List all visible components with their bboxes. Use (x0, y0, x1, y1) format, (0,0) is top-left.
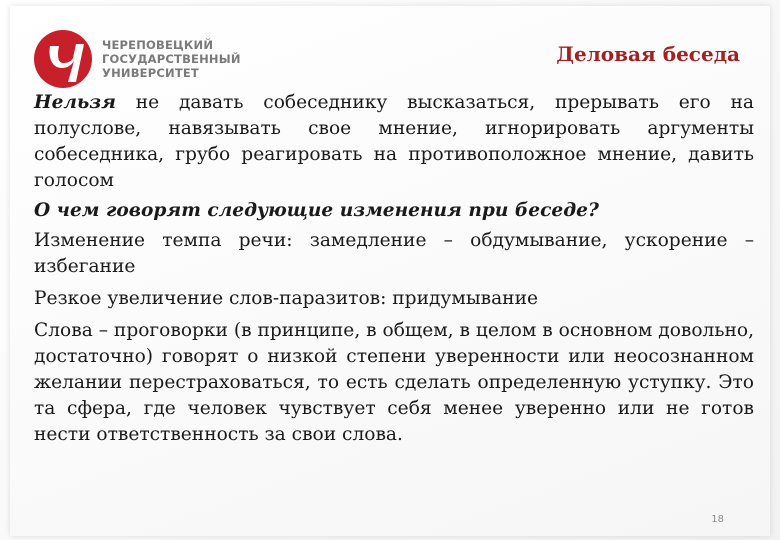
prohibitions-text: не давать собеседнику высказаться, прерывать его на полуслове, навязывать свое мнение, игнорировать аргументы собеседника, грубо реагировать на противоположное мнение, давить голосом (34, 92, 754, 191)
university-logo-icon (32, 28, 94, 90)
logo-line-1: ЧЕРЕПОВЕЦКИЙ (102, 38, 214, 52)
paragraph-slips: Слова – проговорки (в принципе, в общем, в целом в основном довольно, достаточно) говорят о низкой степени уверенности или неосознанном желании перестраховаться, то есть сделать определенную уступку. Это та сфера, где человек чувствует себя менее уверенно или не готов нести ответственность за свои слова. (34, 320, 754, 445)
page-number: 18 (711, 514, 724, 525)
emphasis-nelzya: Нельзя (34, 92, 116, 113)
paragraph-question: О чем говорят следующие изменения при беседе? (34, 200, 599, 221)
slide-title: Деловая беседа (556, 42, 740, 66)
logo-line-2: ГОСУДАРСТВЕННЫЙ (102, 52, 241, 66)
paragraph-speech-tempo: Изменение темпа речи: замедление – обдумывание, ускорение – избегание (34, 230, 754, 277)
slide (10, 6, 770, 536)
slide-body (34, 90, 754, 454)
paragraph-filler-words: Резкое увеличение слов-паразитов: придумывание (34, 288, 538, 309)
paragraph-prohibitions (34, 90, 754, 194)
logo-line-3: УНИВЕРСИТЕТ (102, 66, 199, 80)
university-logo (32, 28, 241, 90)
logo-text (102, 38, 241, 80)
